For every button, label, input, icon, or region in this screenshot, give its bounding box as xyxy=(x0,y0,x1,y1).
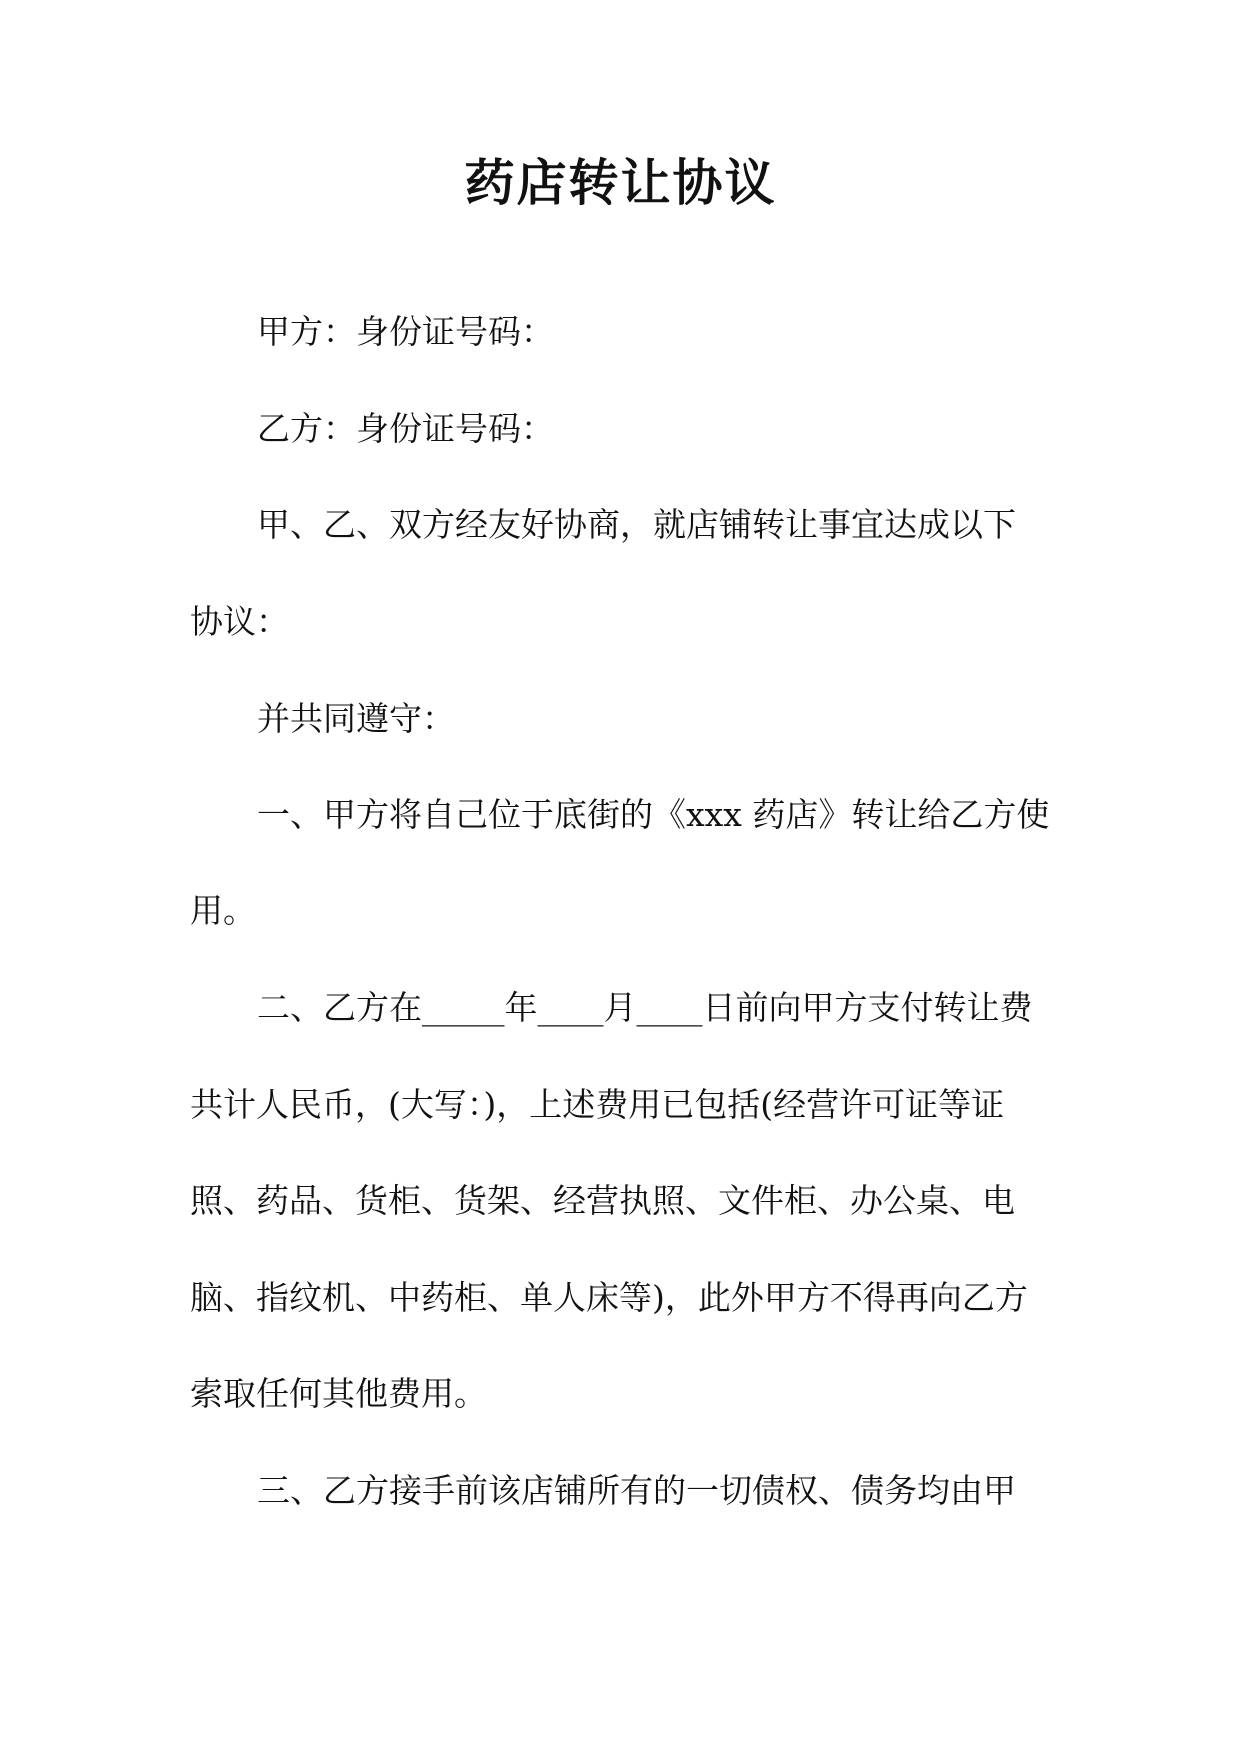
clause-3-line-1: 三、乙方接手前该店铺所有的一切债权、债务均由甲 xyxy=(257,1471,1016,1510)
preamble-line-2: 协议： xyxy=(190,602,289,641)
clause-2-line-4: 脑、指纹机、中药柜、单人床等)，此外甲方不得再向乙方 xyxy=(190,1278,1028,1317)
clause-1-line-2: 用。 xyxy=(190,891,256,930)
clause-2-line-5: 索取任何其他费用。 xyxy=(190,1374,487,1413)
clause-2-line-1: 二、乙方在_____年____月____日前向甲方支付转让费 xyxy=(257,988,1033,1027)
party-b-line: 乙方：身份证号码： xyxy=(257,409,554,448)
preamble-line-1: 甲、乙、双方经友好协商，就店铺转让事宜达成以下 xyxy=(257,505,1016,544)
clause-1-line-1: 一、甲方将自己位于底街的《xxx 药店》转让给乙方使 xyxy=(257,795,1050,834)
clause-2-line-3: 照、药品、货柜、货架、经营执照、文件柜、办公桌、电 xyxy=(190,1181,1015,1220)
party-a-line: 甲方：身份证号码： xyxy=(257,312,554,351)
document-title: 药店转让协议 xyxy=(464,153,777,212)
clause-2-line-2: 共计人民币，(大写：)，上述费用已包括(经营许可证等证 xyxy=(190,1085,1005,1124)
comply-line: 并共同遵守： xyxy=(257,699,455,738)
